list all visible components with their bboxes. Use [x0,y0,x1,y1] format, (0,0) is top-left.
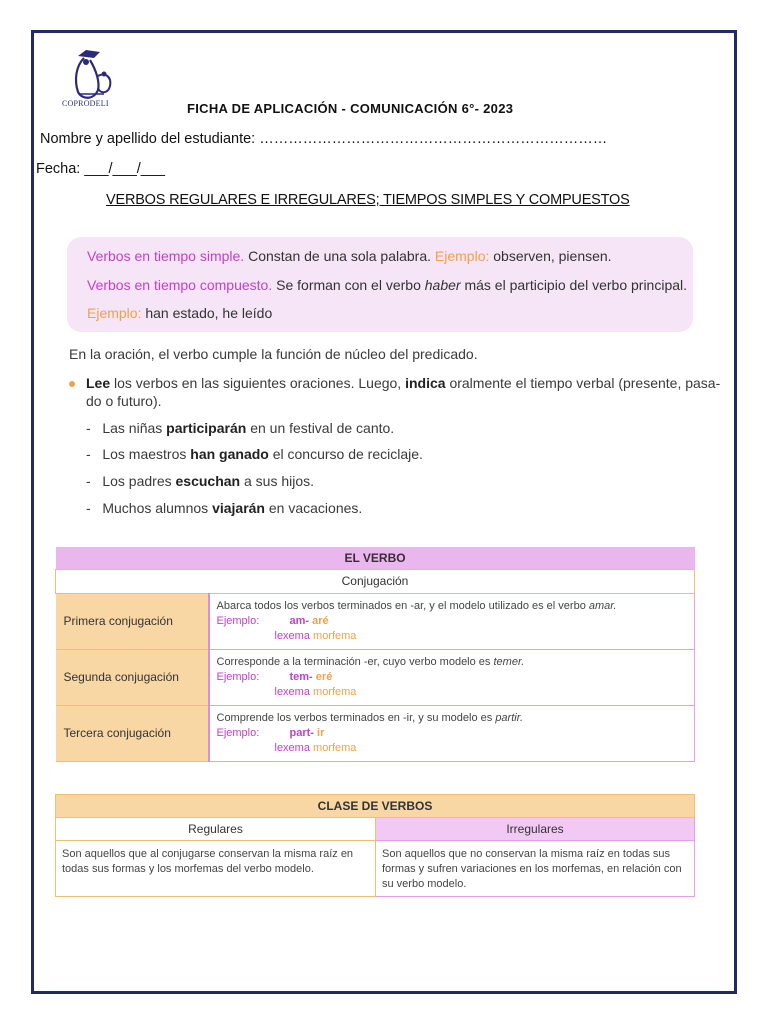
bullet-icon [69,381,75,387]
verb-table-subtitle: Conjugación [56,569,695,593]
irregular-header: Irregulares [376,818,695,841]
instruction-line-2: do o futuro). [86,393,162,409]
table-row [56,705,695,761]
regular-description: Son aquellos que al conjugarse conservan la misma raíz en todas sus formas y los morfemas del verbo modelo. [56,841,376,897]
verb-class-table [55,794,695,897]
topic-title: VERBOS REGULARES E IRREGULARES; TIEMPOS SIMPLES Y COMPUESTOS [106,192,630,208]
regular-header: Regulares [56,818,376,841]
instruction-line-1: Lee los verbos en las siguientes oraciones. Luego, indica oralmente el tiempo verbal (presente, pasa- [86,375,721,391]
table-row [56,649,695,705]
conjugation-label: Tercera conjugación [56,705,209,761]
student-name-line: Nombre y apellido del estudiante: ……………………………………………………………… [40,131,608,147]
worksheet-title: FICHA DE APLICACIÓN - COMUNICACIÓN 6°- 2023 [187,101,514,116]
class-table-title: CLASE DE VERBOS [56,795,695,818]
conjugation-label: Segunda conjugación [56,649,209,705]
table-row [56,593,695,649]
conjugation-description: Abarca todos los verbos terminados en -ar, y el modelo utilizado es el verbo amar. Ejemplo: am- aré lexema morfema [209,593,695,649]
conjugation-description: Comprende los verbos terminados en -ir, y su modelo es partir. Ejemplo: part- ir lexema morfema [209,705,695,761]
conjugation-description: Corresponde a la terminación -er, cuyo verbo modelo es temer. Ejemplo: tem- eré lexema morfema [209,649,695,705]
conjugation-label: Primera conjugación [56,593,209,649]
intro-text: En la oración, el verbo cumple la función de núcleo del predicado. [69,346,478,362]
verb-conjugation-table [55,547,695,762]
irregular-description: Son aquellos que no conservan la misma raíz en todas sus formas y sufren variaciones en los morfemas, en relación con su verbo modelo. [376,841,695,897]
sentence-item: - Las niñas participarán en un festival de canto. [86,420,395,436]
compound-tense-example: Ejemplo: han estado, he leído [87,305,273,321]
simple-tense-label: Verbos en tiempo simple. [87,248,245,264]
sentence-item: - Los maestros han ganado el concurso de reciclaje. [86,446,423,462]
sentence-item: - Los padres escuchan a sus hijos. [86,473,315,489]
compound-tense-label: Verbos en tiempo compuesto. [87,277,273,293]
simple-tense-definition: Verbos en tiempo simple. Constan de una sola palabra. Ejemplo: observen, piensen. [87,248,612,264]
sentence-item: - Muchos alumnos viajarán en vacaciones. [86,500,363,516]
verb-table-title: EL VERBO [56,547,695,569]
date-line: Fecha: ___/___/___ [36,161,165,177]
logo-text: COPRODELI [62,99,109,108]
compound-tense-definition: Verbos en tiempo compuesto. Se forman con el verbo haber más el participio del verbo principal. [87,277,688,293]
